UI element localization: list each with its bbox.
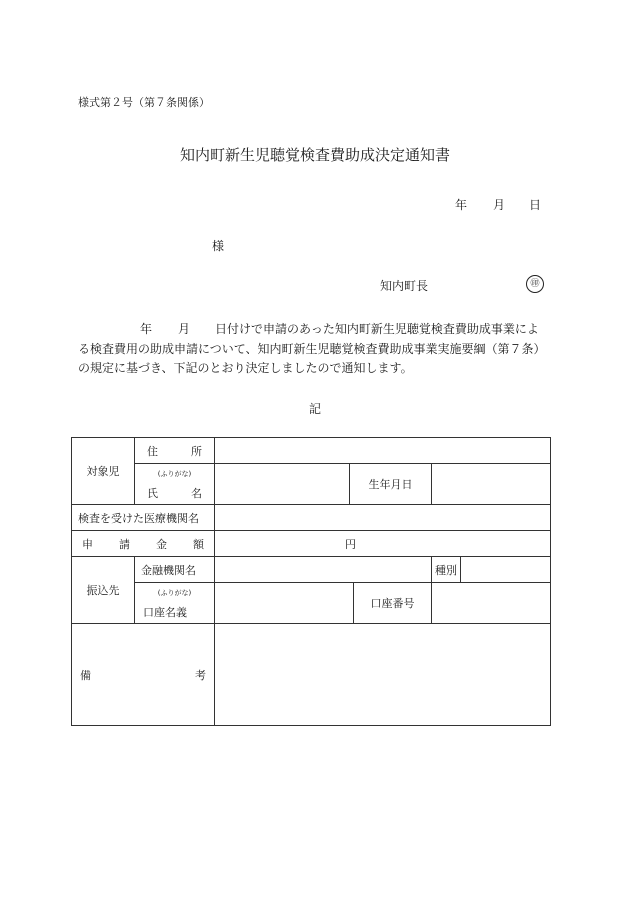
recipient-suffix: 様 bbox=[212, 239, 225, 253]
type-field[interactable] bbox=[461, 557, 551, 583]
remarks-field[interactable] bbox=[215, 624, 551, 726]
birthdate-field[interactable] bbox=[432, 464, 551, 505]
name-field[interactable] bbox=[215, 464, 350, 505]
institution-field[interactable] bbox=[215, 505, 551, 531]
body-year: 年 bbox=[140, 322, 153, 336]
account-name-label: (ふりがな) 口座名義 bbox=[135, 583, 215, 624]
body-line-1: 日付けで申請のあった知内町新生児聴覚検査費助成事業によ bbox=[215, 322, 539, 336]
account-name-field[interactable] bbox=[215, 583, 354, 624]
yen-unit: 円 bbox=[345, 537, 356, 551]
sender-title: 知内町長 bbox=[380, 279, 429, 293]
bank-label: 金融機関名 bbox=[135, 557, 215, 583]
address-label: 住 所 bbox=[135, 438, 215, 464]
amount-field[interactable] bbox=[215, 531, 551, 557]
body-line-2: る検査費用の助成申請について、知内町新生児聴覚検査費助成事業実施要綱（第７条） bbox=[78, 342, 546, 356]
date-year: 年 bbox=[455, 198, 468, 212]
body-month: 月 bbox=[178, 322, 191, 336]
date-month: 月 bbox=[493, 198, 506, 212]
document-title: 知内町新生児聴覚検査費助成決定通知書 bbox=[179, 146, 450, 164]
target-child-label: 対象児 bbox=[72, 438, 135, 505]
bank-field[interactable] bbox=[215, 557, 432, 583]
address-field[interactable] bbox=[215, 438, 551, 464]
remarks-label: 備 考 bbox=[72, 624, 215, 726]
form-number: 様式第２号（第７条関係） bbox=[78, 96, 210, 109]
transfer-label: 振込先 bbox=[72, 557, 135, 624]
furigana-note: (ふりがな) bbox=[157, 469, 192, 478]
name-label: (ふりがな) 氏 名 bbox=[135, 464, 215, 505]
type-label: 種別 bbox=[432, 557, 461, 583]
date-day: 日 bbox=[529, 198, 542, 212]
account-number-field[interactable] bbox=[432, 583, 551, 624]
furigana-note-account: (ふりがな) bbox=[157, 588, 192, 597]
ki-heading: 記 bbox=[308, 402, 321, 416]
application-table bbox=[71, 437, 551, 726]
institution-label: 検査を受けた医療機関名 bbox=[72, 505, 215, 531]
body-line-3: の規定に基づき、下記のとおり決定しましたので通知します。 bbox=[78, 361, 413, 375]
account-number-label: 口座番号 bbox=[354, 583, 432, 624]
birthdate-label: 生年月日 bbox=[350, 464, 432, 505]
seal-mark: ㊞ bbox=[526, 275, 544, 293]
amount-label: 申 請 金 額 bbox=[72, 531, 215, 557]
